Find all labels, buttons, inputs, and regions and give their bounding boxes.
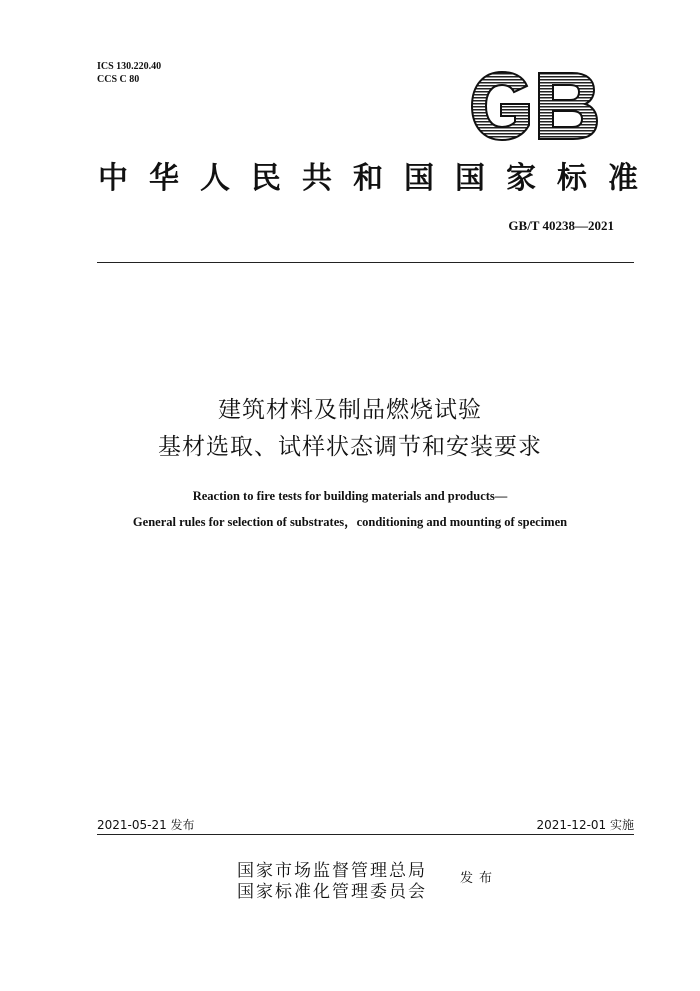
national-standard-char: 和 [353,161,383,196]
issue-date: 2021-05-21 发布 [97,818,195,832]
english-title-line-2: General rules for selection of substrates，conditioning and mounting of specimen [132,515,568,529]
national-standard-char: 华 [149,161,179,196]
english-title-line-1: Reaction to fire tests for building materials and products— [192,489,508,503]
national-standard-char: 国 [404,161,434,196]
national-standard-char: 准 [608,161,638,196]
national-standard-heading [98,153,638,197]
national-standard-char: 中 [98,161,128,196]
national-standard-char: 人 [200,161,230,196]
bottom-divider [97,834,634,835]
chinese-title-line-2: 基材选取、试样状态调节和安装要求 [158,434,542,460]
national-standard-char: 民 [251,161,281,196]
top-divider [97,262,634,263]
implementation-date: 2021-12-01 实施 [536,818,634,832]
national-standard-char: 国 [455,161,485,196]
publish-label: 发布 [460,871,499,886]
issuer-samr: 国家市场监督管理总局 [237,861,427,881]
issuer-sac: 国家标准化管理委员会 [237,882,427,902]
standard-number: GB/T 40238—2021 [508,218,614,233]
ics-code: ICS 130.220.40 [97,61,162,72]
chinese-title-line-1: 建筑材料及制品燃烧试验 [218,397,482,423]
national-standard-char: 共 [302,161,332,196]
national-standard-char: 标 [557,161,587,196]
national-standard-char: 家 [506,161,536,196]
classification-codes [97,60,161,86]
gb-logo [469,70,599,142]
ccs-code: CCS C 80 [97,74,140,85]
